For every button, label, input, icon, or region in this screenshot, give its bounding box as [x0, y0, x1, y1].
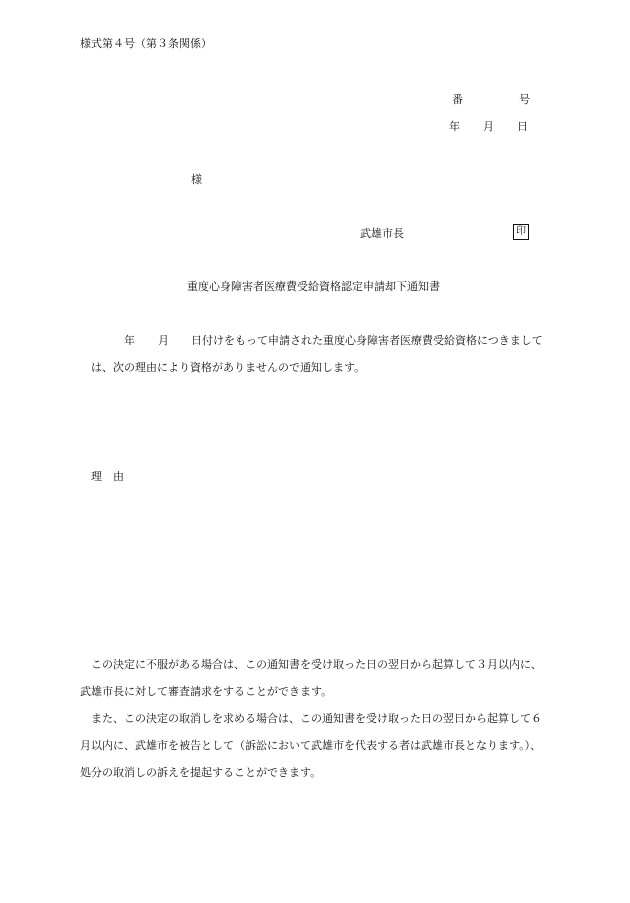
body-year: 年 [124, 334, 135, 347]
notice-line-1: この決定に不服がある場合は、この通知書を受け取った日の翌日から起算して３月以内に、 [91, 658, 542, 671]
issuer-name: 武雄市長 [360, 227, 404, 240]
date-year: 年 [449, 120, 460, 133]
notice-line-3: また、この決定の取消しを求める場合は、この通知書を受け取った日の翌日から起算して６ [91, 712, 542, 725]
body-line-1: 日付けをもって申請された重度心身障害者医療費受給資格につきまして [191, 334, 543, 347]
notice-line-5: 処分の取消しの訴えを提起することができます。 [80, 766, 322, 779]
document-title: 重度心身障害者医療費受給資格認定申請却下通知書 [187, 280, 440, 293]
reason-label: 理 由 [91, 470, 124, 483]
date-day: 日 [517, 120, 528, 133]
number-label: 番 [452, 93, 463, 106]
form-number: 様式第４号（第３条関係） [80, 37, 212, 50]
number-suffix: 号 [519, 93, 530, 106]
addressee-suffix: 様 [191, 173, 202, 186]
body-month: 月 [158, 334, 169, 347]
notice-line-4: 月以内に、武雄市を被告として（訴訟において武雄市を代表する者は武雄市長となります。）、 [80, 739, 542, 752]
body-line-2: は、次の理由により資格がありませんので通知します。 [91, 361, 366, 374]
notice-line-2: 武雄市長に対して審査請求をすることができます。 [80, 685, 333, 698]
seal-mark: 印 [513, 224, 529, 240]
date-month: 月 [483, 120, 494, 133]
